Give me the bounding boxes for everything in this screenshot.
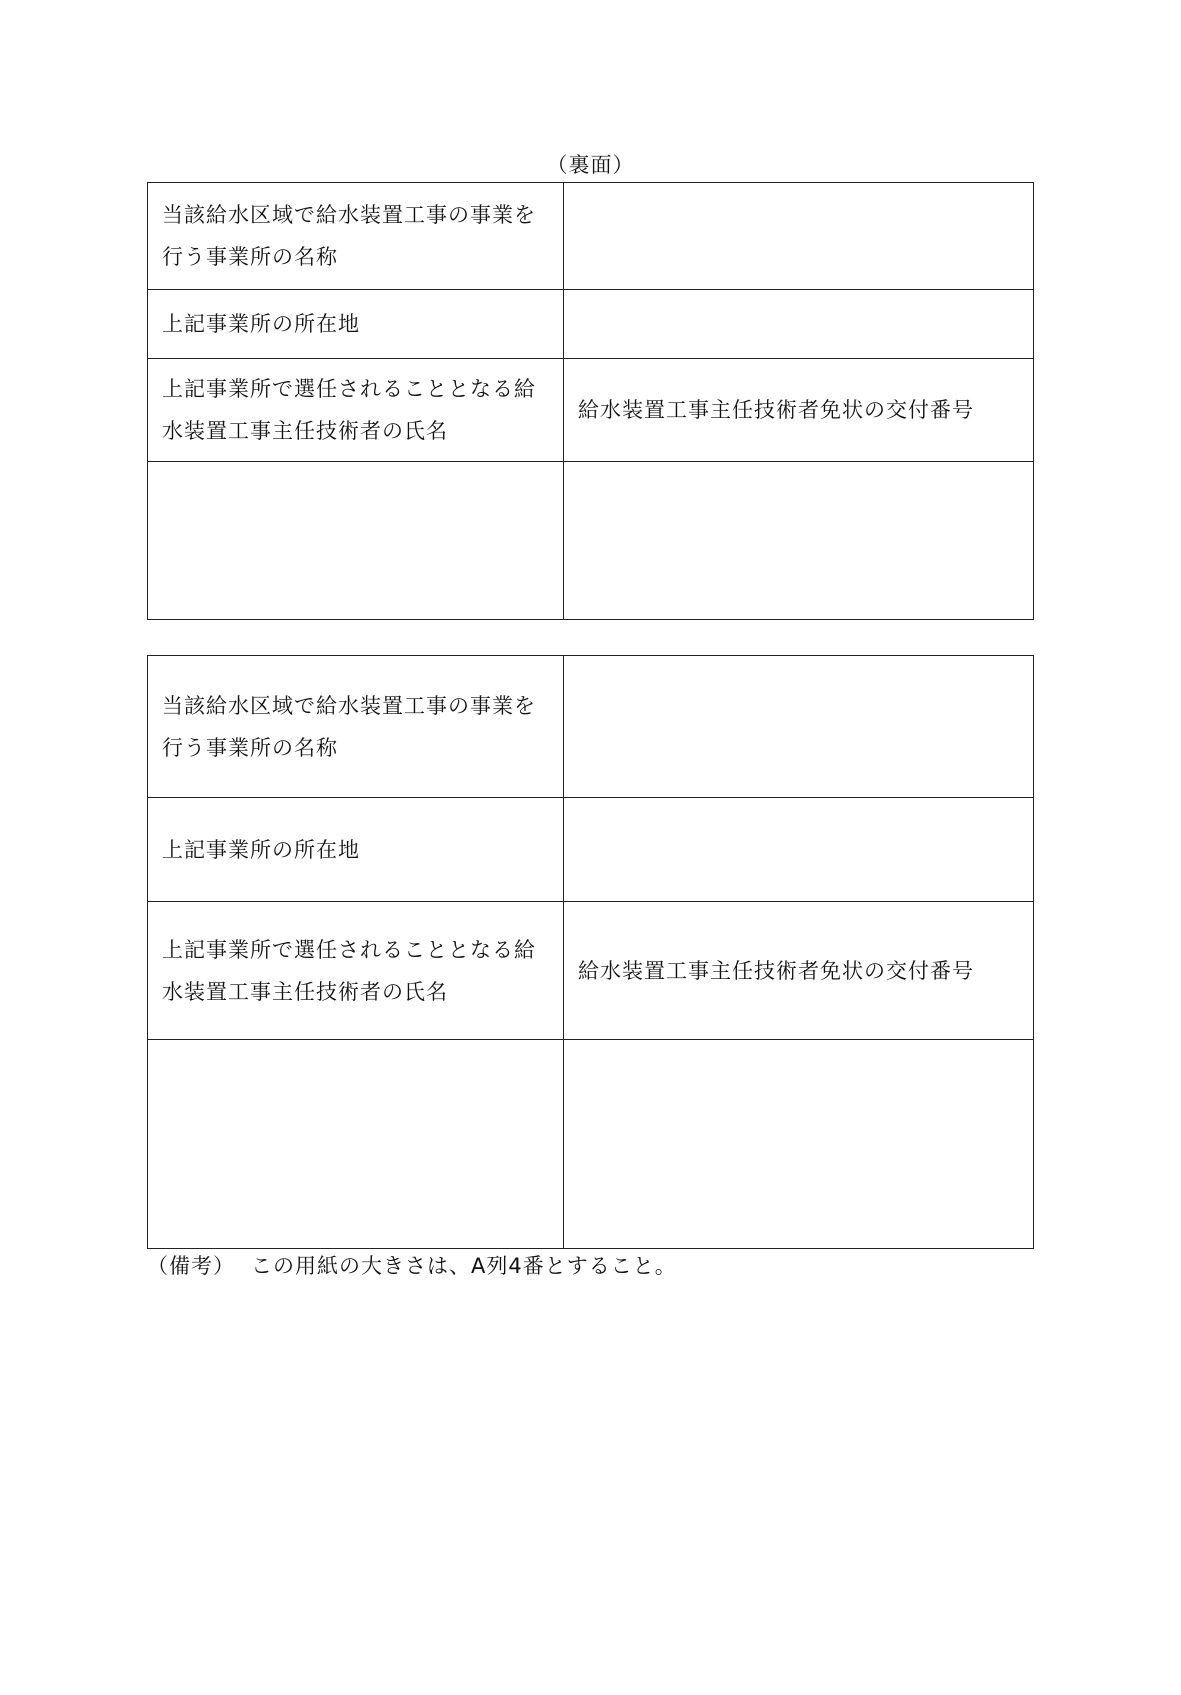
table-row [148, 798, 1034, 902]
license-number-field[interactable] [564, 1040, 1034, 1249]
table-row [148, 902, 1034, 1040]
license-number-label: 給水装置工事主任技術者免状の交付番号 [564, 902, 1034, 1040]
office-form-table-2 [147, 655, 1034, 1249]
office-name-label: 当該給水区域で給水装置工事の事業を行う事業所の名称 [148, 656, 564, 798]
table-row [148, 462, 1034, 620]
license-number-label: 給水装置工事主任技術者免状の交付番号 [564, 359, 1034, 462]
office-address-field[interactable] [564, 798, 1034, 902]
table-row [148, 656, 1034, 798]
page-heading: （裏面） [546, 153, 635, 177]
remarks-text: この用紙の大きさは、A列4番とすること。 [251, 1254, 677, 1278]
chief-engineer-name-field[interactable] [148, 462, 564, 620]
chief-engineer-name-label: 上記事業所で選任されることとなる給水装置工事主任技術者の氏名 [148, 359, 564, 462]
license-number-field[interactable] [564, 462, 1034, 620]
office-name-field[interactable] [564, 183, 1034, 290]
office-name-label: 当該給水区域で給水装置工事の事業を行う事業所の名称 [148, 183, 564, 290]
table-row [148, 183, 1034, 290]
office-address-field[interactable] [564, 290, 1034, 359]
office-name-field[interactable] [564, 656, 1034, 798]
table-row [148, 290, 1034, 359]
table-row [148, 359, 1034, 462]
office-address-label: 上記事業所の所在地 [148, 798, 564, 902]
chief-engineer-name-label: 上記事業所で選任されることとなる給水装置工事主任技術者の氏名 [148, 902, 564, 1040]
table-row [148, 1040, 1034, 1249]
remarks-note [147, 1253, 677, 1279]
office-form-table-1 [147, 182, 1034, 620]
remarks-label: （備考） [147, 1254, 235, 1278]
office-address-label: 上記事業所の所在地 [148, 290, 564, 359]
chief-engineer-name-field[interactable] [148, 1040, 564, 1249]
